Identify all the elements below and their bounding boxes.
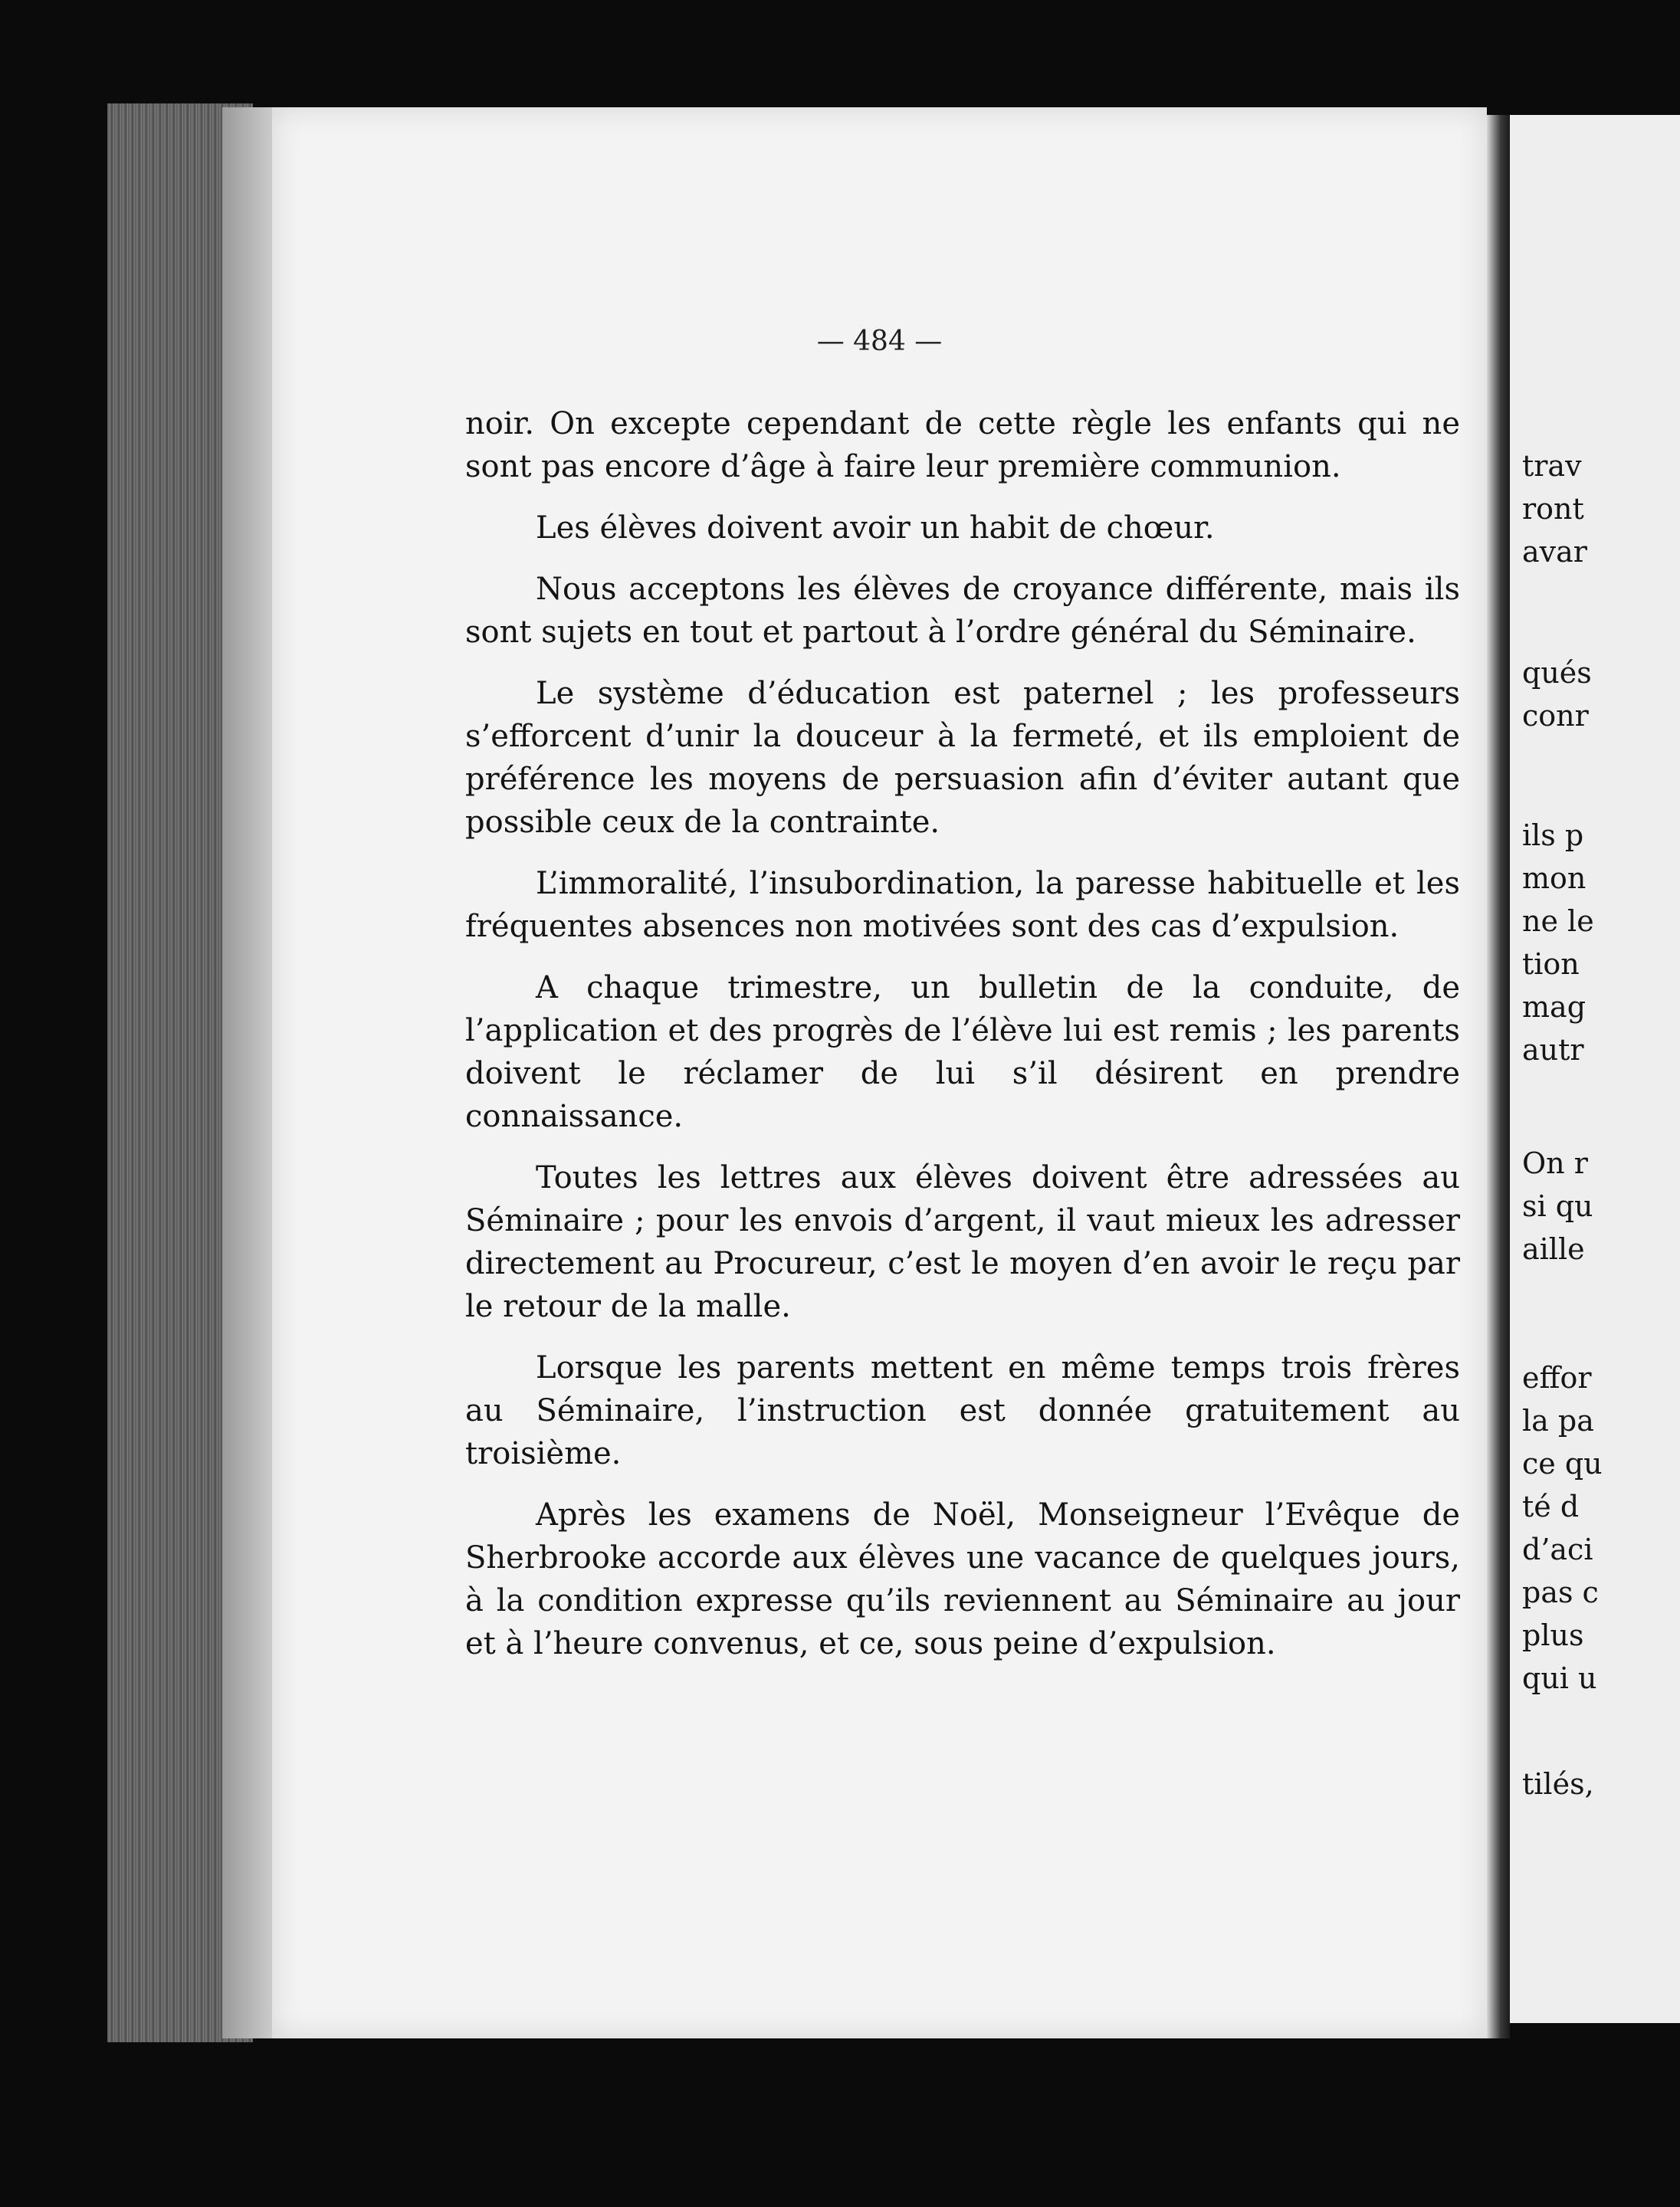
right-fragment: plus	[1522, 1618, 1584, 1652]
right-fragment: d’aci	[1522, 1533, 1593, 1566]
right-fragment: qués	[1522, 656, 1592, 690]
right-fragment: ce qu	[1522, 1447, 1603, 1481]
body-text	[465, 402, 1460, 1684]
right-page	[1510, 115, 1680, 2023]
right-fragment: la pa	[1522, 1404, 1594, 1438]
paragraph: Nous acceptons les élèves de croyance différente, mais ils sont sujets en tout et partout à l’ordre général du Séminaire.	[465, 572, 1460, 650]
right-fragment: On r	[1522, 1146, 1588, 1180]
right-fragment: aille	[1522, 1232, 1585, 1266]
book-spine	[1487, 115, 1510, 2038]
paragraph: L’immoralité, l’insubordination, la paresse habituelle et les fréquentes absences non motivées sont des cas d’expulsion.	[465, 866, 1460, 944]
paragraph: Le système d’éducation est paternel ; les professeurs s’efforcent d’unir la douceur à la fermeté, et ils emploient de préférence les moyens de persuasion afin d’éviter autant que possible ceux de la contrainte.	[465, 676, 1460, 840]
right-fragment: pas c	[1522, 1576, 1599, 1609]
paragraph: Lorsque les parents mettent en même temps trois frères au Séminaire, l’instruction est donnée gratuitement au troisième.	[465, 1350, 1460, 1471]
page-number: — 484 —	[816, 326, 943, 357]
right-fragment: té d	[1522, 1490, 1580, 1523]
right-fragment: trav	[1522, 449, 1582, 483]
right-fragment: effor	[1522, 1361, 1592, 1395]
right-fragment: ront	[1522, 492, 1584, 526]
right-fragment: ils p	[1522, 818, 1584, 852]
page-stack-edge	[222, 107, 276, 2038]
paragraph: Les élèves doivent avoir un habit de chœur.	[536, 510, 1215, 546]
left-page	[272, 107, 1487, 2038]
right-fragment: conr	[1522, 699, 1589, 733]
right-fragment: tilés,	[1522, 1767, 1594, 1801]
right-fragment: tion	[1522, 947, 1580, 981]
paragraph: Après les examens de Noël, Monseigneur l’Evêque de Sherbrooke accorde aux élèves une vacance de quelques jours, à la condition expresse qu’ils reviennent au Séminaire au jour et à l’heure convenus, et ce, sous peine d’expulsion.	[465, 1497, 1460, 1661]
paragraph: Toutes les lettres aux élèves doivent être adressées au Séminaire ; pour les envois d’argent, il vaut mieux les adresser directement au Procureur, c’est le moyen d’en avoir le reçu par le retour de la malle.	[465, 1160, 1460, 1324]
paragraph: noir. On excepte cependant de cette règle les enfants qui ne sont pas encore d’âge à faire leur première communion.	[465, 406, 1460, 484]
right-fragment: qui u	[1522, 1661, 1597, 1695]
right-fragment: mon	[1522, 861, 1586, 895]
right-fragment: avar	[1522, 535, 1587, 569]
paragraph: A chaque trimestre, un bulletin de la conduite, de l’application et des progrès de l’élève lui est remis ; les parents doivent le réclamer de lui s’il désirent en prendre connaissance.	[465, 970, 1460, 1134]
right-fragment: si qu	[1522, 1189, 1593, 1223]
right-fragment: ne le	[1522, 904, 1594, 938]
right-fragment: autr	[1522, 1033, 1584, 1067]
right-fragment: mag	[1522, 990, 1586, 1024]
